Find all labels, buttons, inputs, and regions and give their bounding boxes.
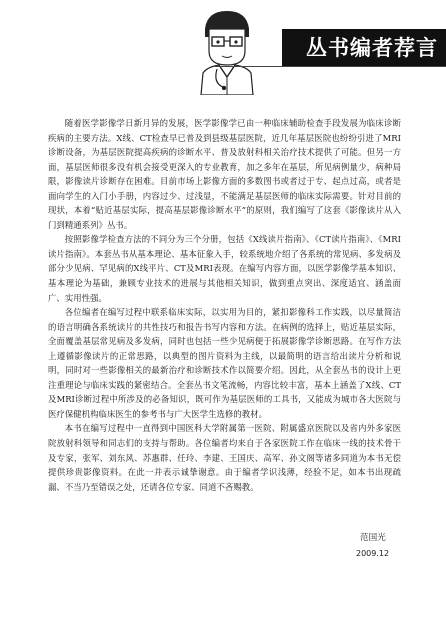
title-banner xyxy=(282,29,446,67)
paragraph-1: 随着医学影像学日新月异的发展，医学影像学已由一种临床辅助检查手段发展为临床诊断疾病的主要方法。X线、CT检查早已普及到县级基层医院，近几年基层医院也纷纷引进了MRI诊断设备，为基层医院提高疾病的诊断水平、普及放射科相关治疗技术提供了可能。但另一方面，基层医师很多没有机会接受更深入的专业教育，加之多年在基层，所见病例量少，病种局限，影像读片诊断存在困难。目前市场上影像方面的多数图书或者过于专、起点过高，或者是面向学生的入门小手册，内容过少、过浅显，不能满足基层医师的临床实际需要。针对目前的现状，本着“贴近基层实际，提高基层影像诊断水平”的原则，我们编写了这套《影像读片从入门到精通系列》丛书。 xyxy=(48,118,401,230)
signature-date: 2009.12 xyxy=(356,549,390,558)
page-title: 丛书编者荐言 xyxy=(306,36,438,60)
preface-body xyxy=(48,116,401,494)
doctor-cartoon-icon xyxy=(197,7,257,95)
paragraph-4: 本书在编写过程中一直得到中国医科大学附属第一医院、附属盛京医院以及省内外多家医院放射科领导和同志们的支持与帮助。各位编者均来自于各家医院工作在临床一线的技术骨干及专家，张军、刘东风、苏惠群、任玲、李建、王国庆、高军、孙文阁等诸多同道为本书无偿提供珍贵影像资料。在此一并表示诚挚谢意。由于编者学识浅薄，经验不足，如本书出现疏漏、不当乃至错误之处，还请各位专家、同道不吝赐教。 xyxy=(48,423,401,492)
author-name: 范国光 xyxy=(360,533,386,543)
paragraph-3: 各位编者在编写过程中联系临床实际，以实用为目的，紧扣影像科工作实践，以尽量简洁的语言明确各系统读片的共性技巧和报告书写内容和方法。在病例的选择上，贴近基层实际，全面覆盖基层常见病及多发病，同时也包括一些少见病便于拓展影像学诊断思路。在写作方法上遵循影像读片的正常思路，以典型的图片资料为主线，以最简明的语言给出读片分析和说明，同时对一些影像相关的最新治疗和诊断技术作以简要介绍。因此，从全套丛书的设计上更注重理论与临床实践的紧密结合。全套丛书文笔流畅，内容比较丰富，基本上涵盖了X线、CT及MRI诊断过程中所涉及的必备知识，既可作为基层医师的工具书，又能成为城市各大医院与医疗保健机构临床医生的参考书与广大医学生选修的教材。 xyxy=(48,307,401,419)
paragraph-2: 按照影像学检查方法的不同分为三个分册，包括《X线读片指南》、《CT读片指南》、《MRI读片指南》。本套丛书从基本理论、基本征象入手，较系统地介绍了各系统的常见病、多发病及部分少见病、罕见病的X线平片、CT及MRI表现。在编写内容方面，以医学影像学基本知识、基本理论为基础，兼顾专业技术的进展与其他相关知识，做到重点突出、深度适宜、涵盖面广、实用性强。 xyxy=(48,234,401,303)
header-band xyxy=(0,0,446,95)
title-divider xyxy=(215,66,446,67)
